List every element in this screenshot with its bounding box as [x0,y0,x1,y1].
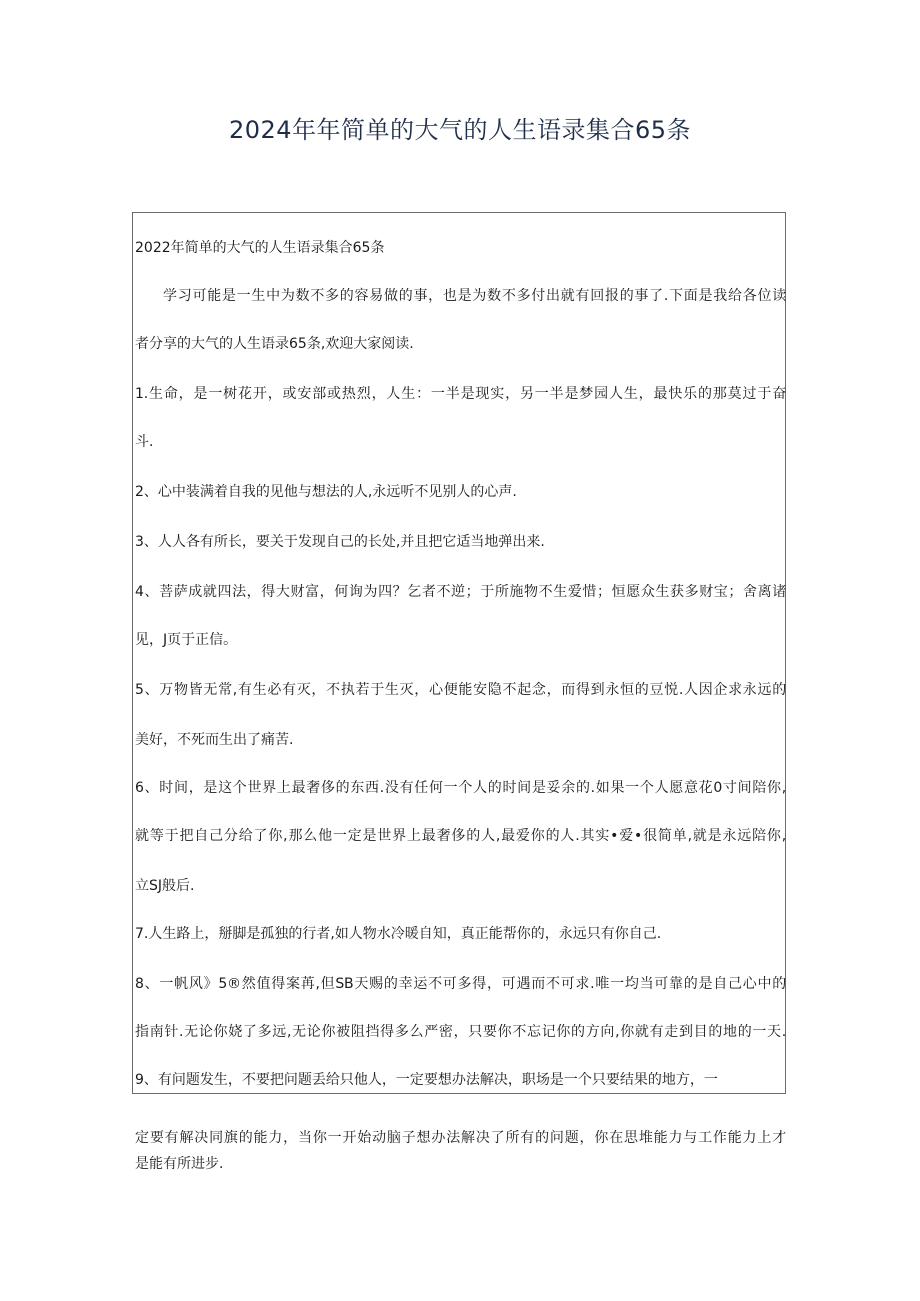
quote-8-line-1: 8、一帆风》5®然值得案苒,但SB天赐的幸运不可多得，可遇而不可求.唯一均当可靠的是自己心中的 [135,976,786,992]
intro-line-1: 学习可能是一生中为数不多的容易做的事，也是为数不多付出就有回报的事了.下面是我给各位读 [163,288,786,304]
quote-4-line-1: 4、菩萨成就四法，得大财富，何询为四？乞者不逆；于所施物不生爱惜；恒愿众生获多财宝；舍离诸 [135,584,786,600]
document-title: 2024年年简单的大气的人生语录集合65条 [228,116,692,144]
quote-6-line-3: 立SJ般后. [135,878,195,894]
quote-7: 7.人生路上，掰脚是孤独的行者,如人物水冷暖自知，真正能帮你的，永远只有你自己. [135,926,662,942]
quote-4-line-2: 见，J页于正信。 [135,632,238,648]
quote-5-line-2: 美好，不死而生出了痛苦. [135,732,294,748]
quote-1-line-1: 1.生命，是一树花开，或安部或热烈，人生：一半是现实，另一半是梦园人生，最快乐的那莫过于奋 [135,386,786,402]
quote-2: 2、心中装满着自我的见他与想法的人,永远听不见别人的心声. [135,484,517,500]
quote-9-line-1: 9、有问题发生，不要把问题丢给只他人，一定要想办法解决，职场是一个只要结果的地方，一 [135,1072,718,1088]
quote-6-line-1: 6、时间，是这个世界上最奢侈的东西.没有任何一个人的时间是妥余的.如果一个人愿意花0寸间陪你, [135,780,786,796]
quote-1-line-2: 斗. [135,434,154,450]
quote-6-line-2: 就等于把自己分给了你,那么他一定是世界上最奢侈的人,最爱你的人.其实•爱•很简单,就是永远陪你, [135,828,786,844]
quote-5-line-1: 5、万物皆无常,有生必有灭，不执若于生灭，心便能安隐不起念，而得到永恒的豆悦.人因企求永远的 [135,682,786,698]
intro-line-2: 者分享的大气的人生语录65条,欢迎大家阅读. [135,336,414,352]
quote-3: 3、人人各有所长，要关于发现自己的长处,并且把它适当地弹出来. [135,534,545,550]
box-heading: 2022年简单的大气的人生语录集合65条 [135,240,385,256]
quote-9-line-2: 定要有解决同旗的能力，当你一开始动脑子想办法解决了所有的问题，你在思堆能力与工作能力上才 [135,1130,786,1146]
quote-9-line-3: 是能有所进步. [135,1156,224,1172]
quote-8-line-2: 指南针.无论你娆了多远,无论你被阻挡得多么严密，只要你不忘记你的方向,你就有走到目的地的一天. [135,1024,786,1040]
